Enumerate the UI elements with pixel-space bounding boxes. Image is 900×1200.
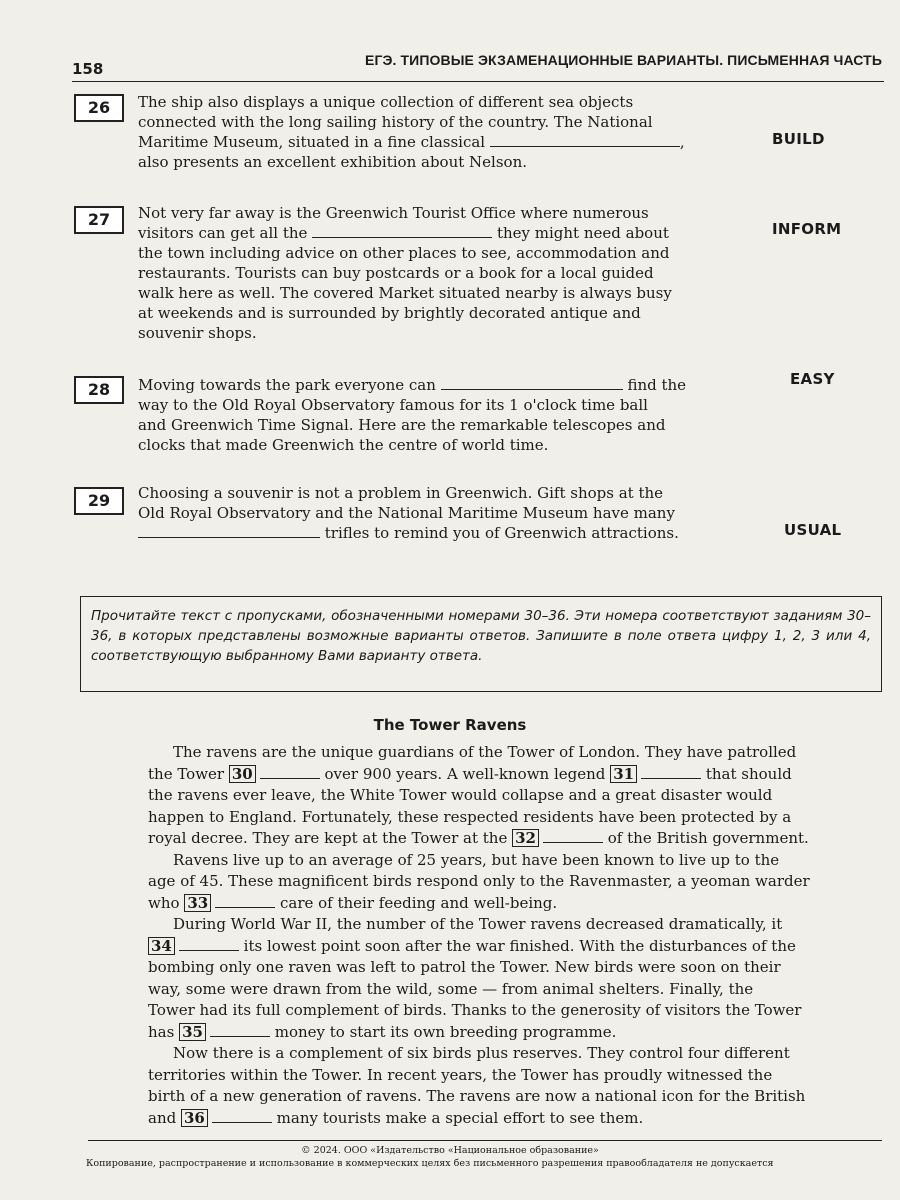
text-line: at weekends and is surrounded by brightly decorated antique and bbox=[138, 304, 641, 322]
text-line: territories within the Tower. In recent years, the Tower has proudly witnessed the bbox=[148, 1065, 773, 1084]
text-line: Ravens live up to an average of 25 years, but have been known to live up to the bbox=[173, 850, 780, 869]
footer-copyright: © 2024. ООО «Издательство «Национальное образование» bbox=[301, 1145, 599, 1156]
text-fragment: that should bbox=[705, 764, 792, 783]
text-fragment: they might need about bbox=[496, 224, 669, 242]
text-fragment: trifles to remind you of Greenwich attractions. bbox=[324, 524, 679, 542]
gap-number-34: 34 bbox=[148, 937, 175, 955]
text-line: way to the Old Royal Observatory famous for its 1 o'clock time ball bbox=[138, 396, 648, 414]
text-line bbox=[148, 1108, 888, 1130]
answer-blank[interactable] bbox=[312, 224, 492, 238]
task-text bbox=[138, 483, 746, 543]
gap-number-31: 31 bbox=[610, 765, 637, 783]
text-line: Not very far away is the Greenwich Tourist Office where numerous bbox=[138, 204, 649, 222]
answer-blank[interactable] bbox=[212, 1110, 272, 1123]
footer-rule bbox=[88, 1140, 882, 1141]
text-line: happen to England. Fortunately, these respected residents have been protected by a bbox=[148, 807, 792, 826]
answer-blank[interactable] bbox=[260, 766, 320, 779]
answer-blank[interactable] bbox=[179, 938, 239, 951]
text-line: also presents an excellent exhibition about Nelson. bbox=[138, 153, 527, 171]
text-line bbox=[138, 223, 746, 243]
keyword: USUAL bbox=[784, 521, 842, 539]
instruction-text: Прочитайте текст с пропусками, обозначенными номерами 30–36. Эти номера соответствуют заданиям 30–36, в которых представлены возможные варианты ответов. Запишите в поле ответа цифру 1, 2, 3 или 4, соответствующую выбранному Вами варианту ответа. bbox=[91, 608, 871, 664]
text-line: clocks that made Greenwich the centre of world time. bbox=[138, 436, 549, 454]
text-fragment: Maritime Museum, situated in a fine classical bbox=[138, 133, 486, 151]
instruction-box bbox=[80, 596, 882, 692]
text-line bbox=[138, 375, 746, 395]
task-text bbox=[138, 92, 746, 172]
text-fragment: of the British government. bbox=[607, 829, 809, 847]
text-line: connected with the long sailing history of the country. The National bbox=[138, 113, 653, 131]
text-fragment: money to start its own breeding programme. bbox=[274, 1022, 617, 1041]
answer-blank[interactable] bbox=[543, 830, 603, 843]
text-fragment: Moving towards the park everyone can bbox=[138, 376, 436, 394]
task-number: 26 bbox=[74, 94, 124, 122]
text-line: Now there is a complement of six birds plus reserves. They control four different bbox=[173, 1044, 790, 1062]
answer-blank[interactable] bbox=[138, 524, 320, 538]
gap-number-33: 33 bbox=[184, 894, 211, 912]
text-fragment: has bbox=[148, 1022, 175, 1041]
reading-text bbox=[148, 742, 888, 1129]
answer-blank[interactable] bbox=[490, 133, 680, 147]
text-line: age of 45. These magnificent birds respond only to the Ravenmaster, a yeoman warder bbox=[148, 872, 810, 890]
text-line: bombing only one raven was left to patrol the Tower. New birds were soon on their bbox=[148, 958, 781, 976]
text-line bbox=[148, 936, 888, 958]
header-rule bbox=[72, 81, 884, 82]
keyword: INFORM bbox=[772, 220, 842, 238]
text-title: The Tower Ravens bbox=[373, 716, 527, 734]
gap-number-35: 35 bbox=[179, 1023, 206, 1041]
text-fragment: visitors can get all the bbox=[138, 224, 308, 242]
gap-number-30: 30 bbox=[229, 765, 256, 783]
text-fragment: royal decree. They are kept at the Tower at the bbox=[148, 829, 508, 847]
text-line: restaurants. Tourists can buy postcards or a book for a local guided bbox=[138, 264, 654, 282]
task-number: 27 bbox=[74, 206, 124, 234]
text-fragment: care of their feeding and well-being. bbox=[279, 893, 558, 912]
text-fragment: find the bbox=[627, 376, 687, 394]
text-line: Tower had its full complement of birds. Thanks to the generosity of visitors the Tower bbox=[148, 1001, 802, 1019]
task-number: 28 bbox=[74, 376, 124, 404]
keyword: EASY bbox=[790, 370, 835, 388]
answer-blank[interactable] bbox=[215, 895, 275, 908]
text-line bbox=[148, 828, 888, 850]
task-number: 29 bbox=[74, 487, 124, 515]
text-fragment: many tourists make a special effort to see them. bbox=[276, 1108, 644, 1127]
text-line: Choosing a souvenir is not a problem in Greenwich. Gift shops at the bbox=[138, 484, 664, 502]
text-line: During World War II, the number of the Tower ravens decreased dramatically, it bbox=[173, 915, 783, 933]
text-line: birth of a new generation of ravens. The ravens are now a national icon for the British bbox=[148, 1087, 806, 1105]
keyword: BUILD bbox=[772, 130, 825, 148]
text-line bbox=[138, 523, 746, 543]
page-number: 158 bbox=[72, 60, 104, 78]
text-line: the ravens ever leave, the White Tower would collapse and a great disaster would bbox=[148, 786, 773, 804]
text-line bbox=[138, 132, 746, 152]
text-line: The ship also displays a unique collection of different sea objects bbox=[138, 93, 634, 111]
gap-number-32: 32 bbox=[512, 829, 539, 847]
text-fragment: its lowest point soon after the war finished. With the disturbances of the bbox=[243, 936, 796, 955]
text-line: Old Royal Observatory and the National Maritime Museum have many bbox=[138, 504, 675, 522]
text-line: the town including advice on other places to see, accommodation and bbox=[138, 244, 670, 262]
text-fragment: the Tower bbox=[148, 764, 225, 783]
task-text bbox=[138, 203, 746, 343]
text-line bbox=[148, 1022, 888, 1044]
running-head: ЕГЭ. ТИПОВЫЕ ЭКЗАМЕНАЦИОННЫЕ ВАРИАНТЫ. ПИСЬМЕННАЯ ЧАСТЬ bbox=[365, 52, 882, 68]
text-line bbox=[148, 893, 888, 915]
answer-blank[interactable] bbox=[441, 376, 623, 390]
text-fragment: over 900 years. A well-known legend bbox=[324, 764, 606, 783]
text-line bbox=[148, 764, 888, 786]
gap-number-36: 36 bbox=[181, 1109, 208, 1127]
task-text bbox=[138, 375, 746, 455]
text-line: and Greenwich Time Signal. Here are the remarkable telescopes and bbox=[138, 416, 666, 434]
text-line: The ravens are the unique guardians of the Tower of London. They have patrolled bbox=[173, 743, 797, 761]
text-line: souvenir shops. bbox=[138, 324, 257, 342]
answer-blank[interactable] bbox=[641, 766, 701, 779]
text-fragment: who bbox=[148, 893, 180, 912]
text-line: walk here as well. The covered Market situated nearby is always busy bbox=[138, 284, 672, 302]
footer-legal: Копирование, распространение и использование в коммерческих целях без письменного разрешения правообладателя не допускается bbox=[86, 1158, 774, 1169]
text-fragment: , bbox=[679, 133, 685, 151]
text-fragment: and bbox=[148, 1108, 177, 1127]
answer-blank[interactable] bbox=[210, 1024, 270, 1037]
text-line: way, some were drawn from the wild, some — from animal shelters. Finally, the bbox=[148, 979, 754, 998]
